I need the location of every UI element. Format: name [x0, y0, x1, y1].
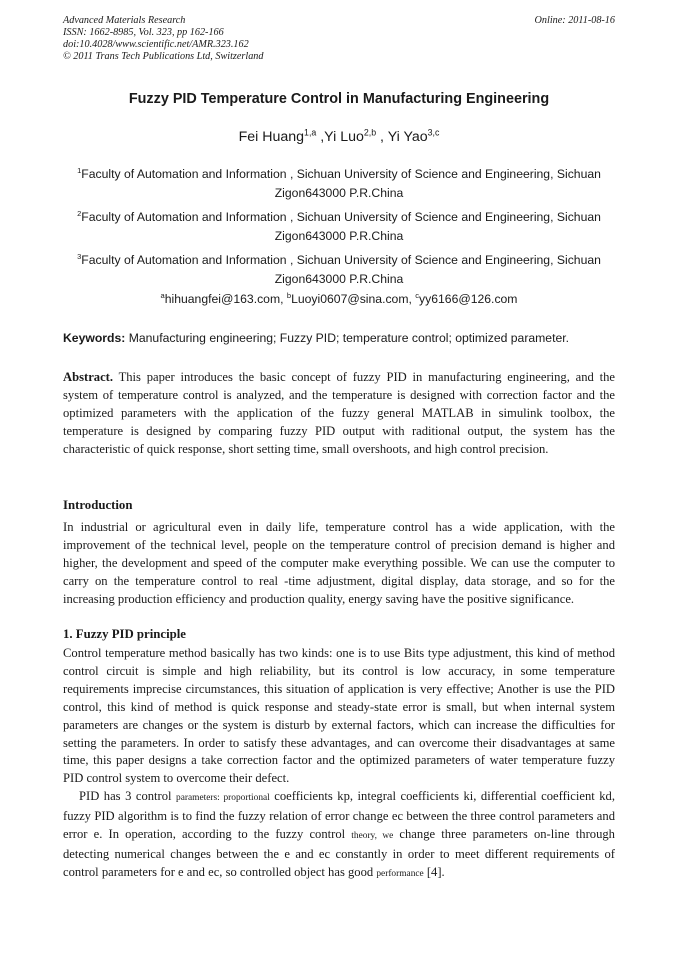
affiliation-text: Faculty of Automation and Information , Sichuan University of Science and Engineering, Sichuan Zigon643000 P.R.China [81, 167, 601, 200]
author-separator: , [316, 129, 325, 145]
journal-issn: ISSN: 1662-8985, Vol. 323, pp 162-166 [63, 27, 224, 38]
abstract-label: Abstract. [63, 370, 114, 384]
email-sup: a [160, 290, 165, 300]
journal-header [63, 15, 615, 63]
abstract-text: This paper introduces the basic concept of fuzzy PID in manufacturing engineering, and the system of temperature control is analyzed, and the temperature is designed with correction factor and the optimized parameters with the application of the fuzzy general MATLAB in simulink toolbox, the temperature is designed by comparing fuzzy PID output with raditional output, the system has the characteristic of quick response, short setting time, small overshoots, and high control precision. [63, 370, 615, 456]
paper-title: Fuzzy PID Temperature Control in Manufacturing Engineering [128, 91, 550, 107]
email-link[interactable]: yy6166@126.com [419, 292, 518, 306]
online-date: Online: 2011-08-16 [534, 15, 615, 26]
paragraph-text-small: theory, we [351, 830, 394, 841]
journal-name: Advanced Materials Research [63, 15, 186, 26]
section-1-paragraph: Control temperature method basically has two kinds: one is to use Bits type adjustment, this kind of method control circuit is simple and high reliability, but its control is low accuracy, in some temperature requirements imprecise circumstances, this situation of application is very effective; Another is use the PID control, this kind of method is quick response and steady-state error is small, but when internal system parameters are changes or the system is disturb by external factors, which can increase the difficulties for setting the parameters. In order to satisfy these advantages, and can overcome their disadvantages at same time, this paper designs a take correction factor and the optimized parameters of water temperature fuzzy PID control system to overcome their defect. [63, 646, 615, 786]
email-sup: b [286, 290, 292, 300]
introduction-heading: Introduction [63, 498, 133, 512]
keywords-line [63, 331, 615, 345]
paragraph-text: coefficients kp, integral coefficients ki, differential coefficient kd, fuzzy PID algorithm is to find the fuzzy relation of error change ec between the three control parameters and error e. In operation, according to the fuzzy control [63, 789, 615, 841]
abstract [63, 369, 615, 459]
citation: [4]. [423, 864, 445, 879]
author-sup: 1,a [304, 127, 317, 138]
keywords-text: Manufacturing engineering; Fuzzy PID; temperature control; optimized parameter. [128, 331, 570, 345]
affiliation [63, 251, 615, 288]
paragraph-text-small: parameters: proportional [176, 793, 270, 803]
author-list [0, 129, 678, 145]
journal-doi: doi:10.4028/www.scientific.net/AMR.323.162 [63, 39, 249, 50]
author-name: Yi Yao [387, 129, 428, 145]
affiliation [63, 165, 615, 202]
email-sup: c [415, 290, 420, 300]
author-sup: 3,c [427, 127, 440, 138]
author-name: Yi Luo [324, 129, 364, 145]
paragraph-text: PID has 3 control [79, 789, 177, 803]
email-separator: , [280, 292, 287, 306]
author-name: Fei Huang [238, 129, 305, 145]
affiliation-sup: 1 [77, 165, 82, 175]
paragraph-text: change three parameters on-line through detecting numerical changes between the e and ec constantly in order to meet different requirements of control parameters for e and ec, so controlled object has good [63, 826, 615, 879]
affiliation [63, 208, 615, 245]
journal-copyright: © 2011 Trans Tech Publications Ltd, Switzerland [63, 51, 264, 62]
email-link[interactable]: hihuangfei@163.com [164, 292, 281, 306]
section-1-heading: 1. Fuzzy PID principle [63, 627, 186, 641]
affiliation-text: Faculty of Automation and Information , Sichuan University of Science and Engineering, Sichuan Zigon643000 P.R.China [81, 253, 601, 286]
keywords-label: Keywords: [63, 331, 126, 345]
email-list [0, 292, 678, 306]
email-link[interactable]: Luoyi0607@sina.com [291, 292, 409, 306]
author-separator: , [376, 129, 388, 145]
introduction-paragraph: In industrial or agricultural even in daily life, temperature control has a wide application, with the improvement of the technical level, people on the temperature control of precision demand is higher and higher, the development and speed of the computer make everything possible. We can use the computer to carry on the temperature control to real -time adjustment, digital display, data storage, and so for the increasing production efficiency and production quality, energy saving have the positive significance. [63, 520, 615, 606]
affiliation-sup: 2 [77, 208, 82, 218]
author-sup: 2,b [363, 127, 377, 138]
affiliation-text: Faculty of Automation and Information , Sichuan University of Science and Engineering, Sichuan Zigon643000 P.R.China [81, 210, 601, 243]
email-separator: , [408, 292, 416, 306]
section-1-paragraph-2 [63, 788, 615, 884]
affiliation-sup: 3 [77, 251, 82, 261]
paragraph-text-small: performance [376, 868, 424, 879]
